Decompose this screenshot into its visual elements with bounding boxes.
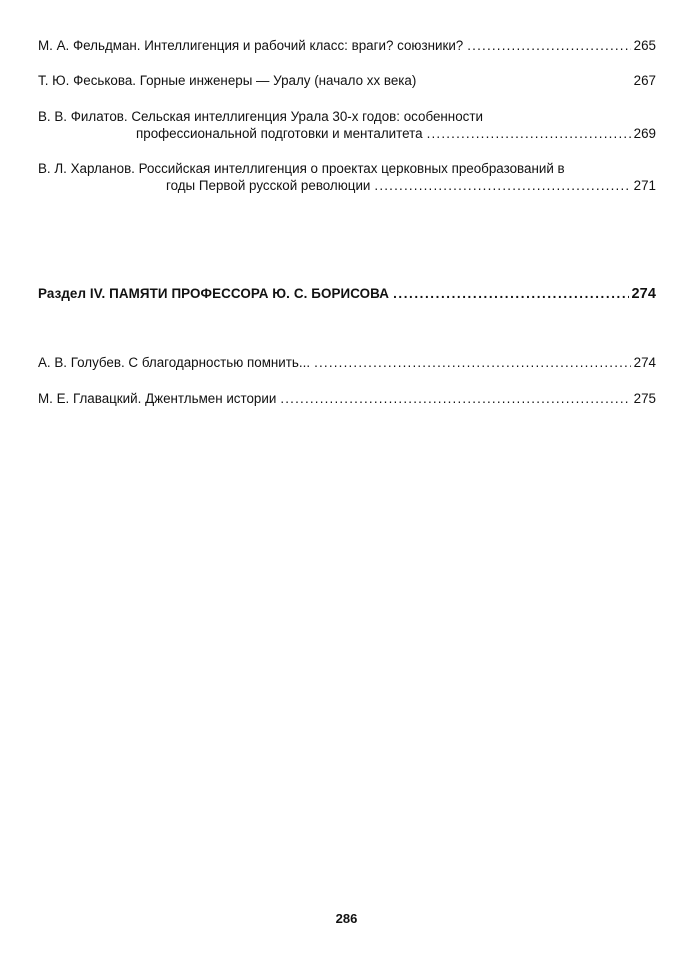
section-heading bbox=[38, 286, 656, 302]
toc-entry-page: 271 bbox=[633, 178, 656, 193]
leader-dots bbox=[374, 177, 630, 194]
leader-dots bbox=[393, 286, 628, 301]
toc-entry-golubev bbox=[38, 354, 656, 371]
toc-entry-title: М. Е. Главацкий. Джентльмен истории bbox=[38, 391, 277, 406]
toc-entry-page: 274 bbox=[633, 355, 656, 370]
toc-entry-feldman bbox=[38, 37, 656, 54]
toc-entry-page: 269 bbox=[633, 126, 656, 141]
toc-entry-glavatsky bbox=[38, 390, 656, 407]
leader-dots bbox=[427, 125, 631, 142]
toc-entry-title-cont: профессиональной подготовки и менталитета bbox=[136, 126, 423, 141]
toc-entry-page: 267 bbox=[633, 73, 656, 88]
section-title: Раздел IV. ПАМЯТИ ПРОФЕССОРА Ю. С. БОРИСОВА bbox=[38, 286, 390, 301]
leader-dots bbox=[280, 390, 630, 407]
leader-dots bbox=[467, 37, 630, 54]
toc-entry-page: 275 bbox=[633, 391, 656, 406]
toc-entry-title: В. В. Филатов. Сельская интеллигенция Урала 30-х годов: особенности bbox=[38, 109, 483, 124]
toc-entry-title: М. А. Фельдман. Интеллигенция и рабочий класс: враги? союзники? bbox=[38, 38, 464, 53]
toc-entry-title: Т. Ю. Феськова. Горные инженеры — Уралу (начало хх века) bbox=[38, 73, 417, 88]
toc-entry-kharlanov bbox=[38, 160, 656, 194]
toc-entry-feskova bbox=[38, 72, 656, 89]
page-number: 286 bbox=[335, 911, 358, 926]
toc-entry-page: 265 bbox=[633, 38, 656, 53]
toc-entry-filatov bbox=[38, 108, 656, 142]
section-page: 274 bbox=[631, 286, 656, 302]
toc-entry-title-cont: годы Первой русской революции bbox=[166, 178, 371, 193]
leader-dots bbox=[314, 354, 631, 371]
toc-entry-title: А. В. Голубев. С благодарностью помнить... bbox=[38, 355, 311, 370]
toc-entry-title: В. Л. Харланов. Российская интеллигенция о проектах церковных преобразований в bbox=[38, 161, 565, 176]
